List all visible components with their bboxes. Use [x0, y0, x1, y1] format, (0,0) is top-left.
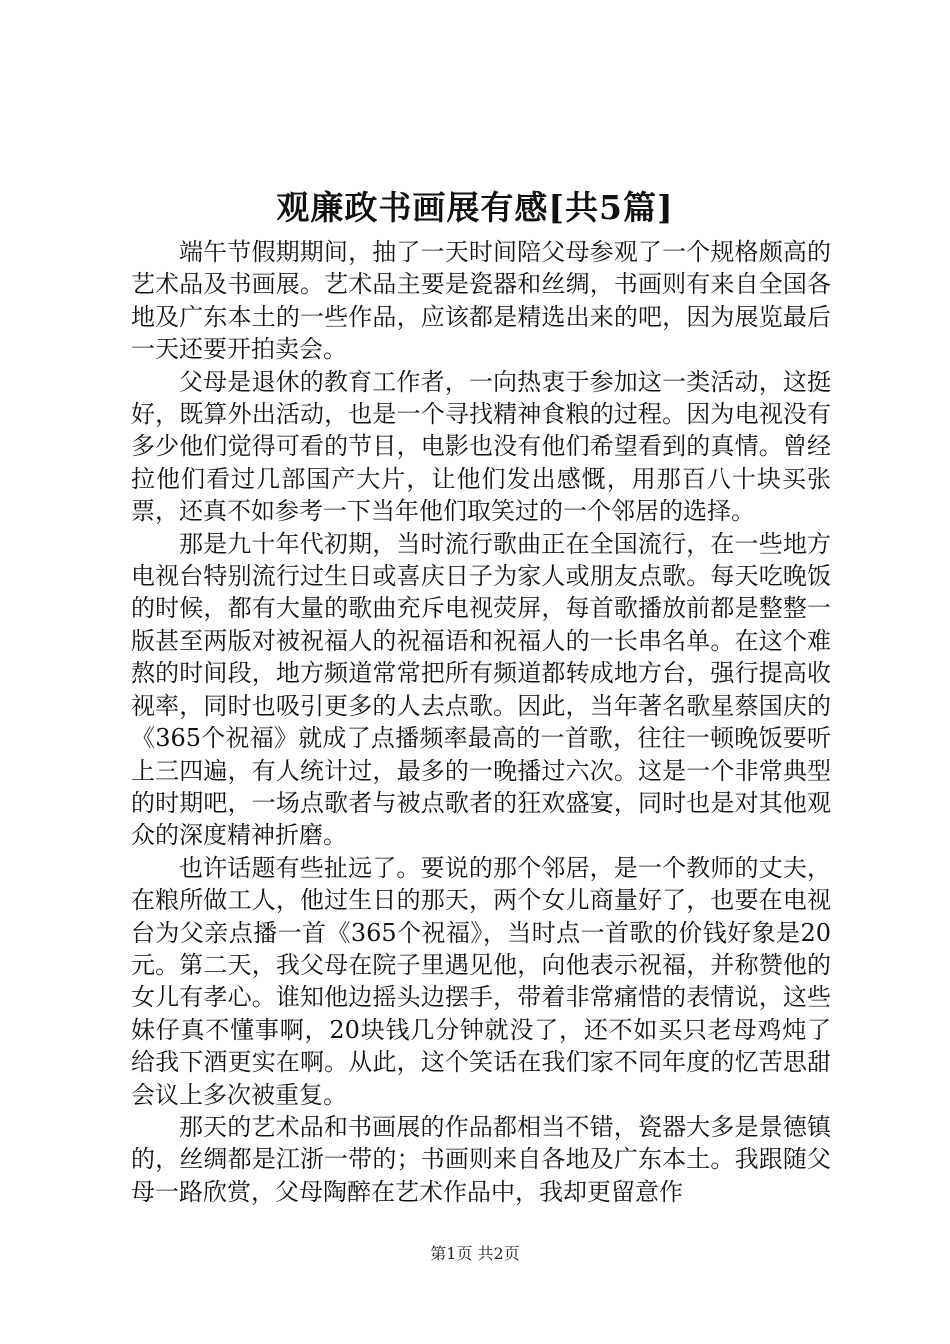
paragraph: 也许话题有些扯远了。要说的那个邻居，是一个教师的丈夫，在粮所做工人，他过生日的那天，两个女儿商量好了，也要在电视台为父亲点播一首《365个祝福》，当时点一首歌的价钱好象是20元。第二天，我父母在院子里遇见他，向他表示祝福，并称赞他的女儿有孝心。谁知他边摇头边摆手，带着非常痛惜的表情说，这些妹仔真不懂事啊，20块钱几分钟就没了，还不如买只老母鸡炖了给我下酒更实在啊。从此，这个笑话在我们家不同年度的忆苦思甜会议上多次被重复。	[131, 853, 831, 1109]
paragraph: 那天的艺术品和书画展的作品都相当不错，瓷器大多是景德镇的，丝绸都是江浙一带的；书画则来自各地及广东本土。我跟随父母一路欣赏，父母陶醉在艺术作品中，我却更留意作	[131, 1112, 831, 1206]
paragraph: 那是九十年代初期，当时流行歌曲正在全国流行，在一些地方电视台特别流行过生日或喜庆日子为家人或朋友点歌。每天吃晚饭的时候，都有大量的歌曲充斥电视荧屏，每首歌播放前都是整整一版甚至两版对被祝福人的祝福语和祝福人的一长串名单。在这个难熬的时间段，地方频道常常把所有频道都转成地方台，强行提高收视率，同时也吸引更多的人去点歌。因此，当年著名歌星蔡国庆的《365个祝福》就成了点播频率最高的一首歌，往往一顿晚饭要听上三四遍，有人统计过，最多的一晚播过六次。这是一个非常典型的时期吧，一场点歌者与被点歌者的狂欢盛宴，同时也是对其他观众的深度精神折磨。	[131, 529, 831, 850]
paragraph: 父母是退休的教育工作者，一向热衷于参加这一类活动，这挺好，既算外出活动，也是一个寻找精神食粮的过程。因为电视没有多少他们觉得可看的节目，电影也没有他们希望看到的真情。曾经拉他们看过几部国产大片，让他们发出感慨，用那百八十块买张票，还真不如参考一下当年他们取笑过的一个邻居的选择。	[131, 367, 831, 526]
document-body	[131, 236, 831, 1208]
page-number-footer: 第1页 共2页	[430, 1244, 520, 1263]
paragraph: 端午节假期期间，抽了一天时间陪父母参观了一个规格颇高的艺术品及书画展。艺术品主要是瓷器和丝绸，书画则有来自全国各地及广东本土的一些作品，应该都是精选出来的吧，因为展览最后一天还要开拍卖会。	[131, 238, 831, 364]
page-title: 观廉政书画展有感[共5篇]	[276, 188, 674, 227]
